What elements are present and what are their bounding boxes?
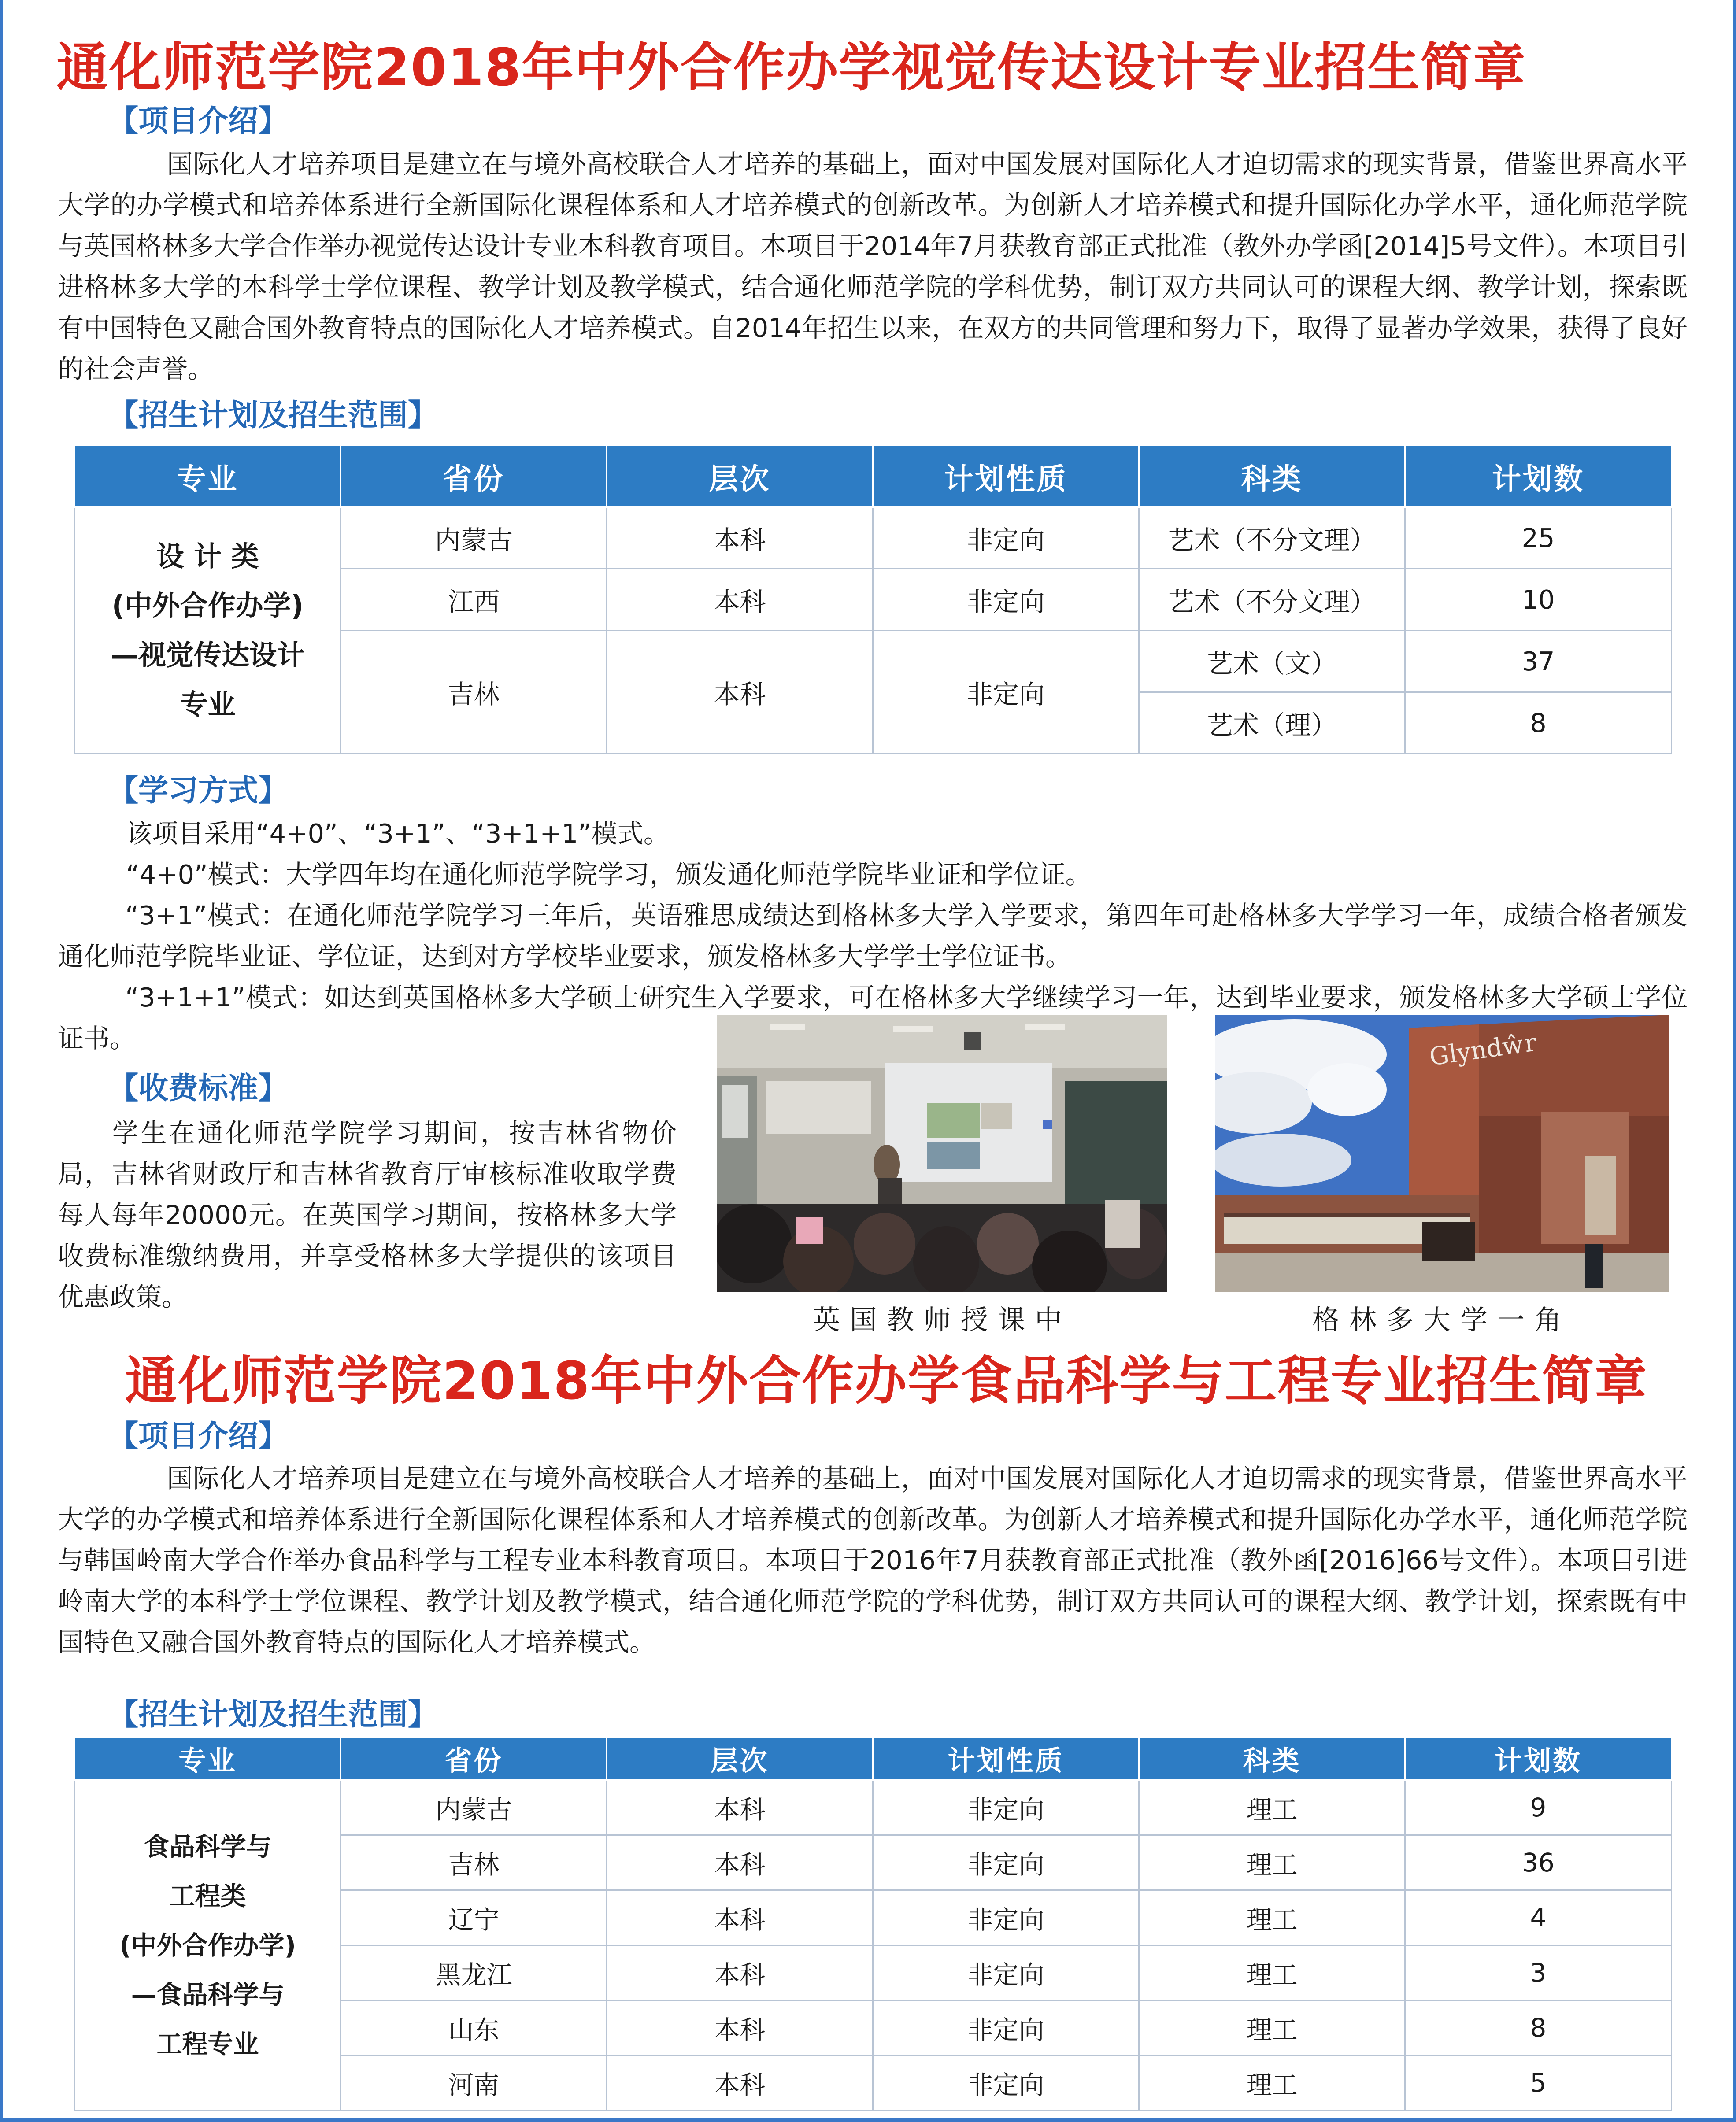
category-cell: 理工 — [1139, 2000, 1405, 2055]
count-cell: 5 — [1405, 2055, 1672, 2111]
header-level: 层次 — [607, 446, 873, 507]
category-cell: 理工 — [1139, 2055, 1405, 2111]
count-cell: 10 — [1405, 569, 1672, 631]
count-cell: 4 — [1405, 1890, 1672, 1945]
header-major: 专业 — [75, 446, 341, 507]
header-category: 科类 — [1139, 446, 1405, 507]
count-cell: 3 — [1405, 1945, 1672, 2000]
count-cell: 8 — [1405, 2000, 1672, 2055]
header-level: 层次 — [607, 1737, 873, 1780]
nature-cell: 非定向 — [873, 2000, 1139, 2055]
major-line: 工程专业 — [156, 2029, 259, 2059]
level-cell: 本科 — [607, 631, 873, 754]
nature-cell: 非定向 — [873, 569, 1139, 631]
study-line: 该项目采用“4+0”、“3+1”、“3+1+1”模式。 — [126, 818, 670, 849]
classroom-photo-caption: 英国教师授课中 — [812, 1304, 1072, 1336]
doc1-fee-heading: 【收费标准】 — [108, 1071, 289, 1106]
count-cell: 8 — [1405, 692, 1672, 754]
province-cell: 内蒙古 — [341, 507, 607, 569]
header-count: 计划数 — [1405, 1737, 1672, 1780]
category-cell: 艺术（文） — [1139, 631, 1405, 692]
nature-cell: 非定向 — [873, 1835, 1139, 1890]
count-cell: 25 — [1405, 507, 1672, 569]
doc2-intro-heading: 【项目介绍】 — [108, 1419, 289, 1454]
major-line: (中外合作办学) — [111, 589, 304, 622]
study-paragraph: “3+1”模式：在通化师范学院学习三年后，英语雅思成绩达到格林多大学入学要求，第四年可赴格林多大学学习一年，成绩合格者颁发通化师范学院毕业证、学位证，达到对方学校毕业要求，颁发格林多大学学士学位证书。 — [58, 900, 1688, 972]
level-cell: 本科 — [607, 1835, 873, 1890]
campus-sign: Glyndŵr — [1427, 1028, 1538, 1072]
category-cell: 理工 — [1139, 1835, 1405, 1890]
province-cell: 江西 — [341, 569, 607, 631]
header-nature: 计划性质 — [873, 446, 1139, 507]
doc1-intro-text: 国际化人才培养项目是建立在与境外高校联合人才培养的基础上，面对中国发展对国际化人才迫切需求的现实背景，借鉴世界高水平大学的办学模式和培养体系进行全新国际化课程体系和人才培养模式的创新改革。为创新人才培养模式和提升国际化办学水平，通化师范学院与英国格林多大学合作举办视觉传达设计专业本科教育项目。本项目于2014年7月获教育部正式批准（教外办学函[2014]5号文件）。本项目引进格林多大学的本科学士学位课程、教学计划及教学模式，结合通化师范学院的学科优势，制订双方共同认可的课程大纲、教学计划，探索既有中国特色又融合国外教育特点的国际化人才培养模式。自2014年招生以来，在双方的共同管理和努力下，取得了显著办学效果，获得了良好的社会声誉。 — [58, 149, 1688, 384]
doc1-study-heading: 【学习方式】 — [108, 773, 289, 808]
header-count: 计划数 — [1405, 446, 1672, 507]
count-cell: 37 — [1405, 631, 1672, 692]
province-cell: 河南 — [341, 2055, 607, 2111]
header-category: 科类 — [1139, 1737, 1405, 1780]
major-line: 食品科学与 — [144, 1831, 272, 1862]
category-cell: 艺术（不分文理） — [1139, 507, 1405, 569]
doc2-plan-heading: 【招生计划及招生范围】 — [108, 1697, 438, 1732]
count-cell: 9 — [1405, 1780, 1672, 1835]
level-cell: 本科 — [607, 507, 873, 569]
major-cell — [75, 507, 341, 754]
major-line: 专业 — [180, 688, 236, 721]
nature-cell: 非定向 — [873, 507, 1139, 569]
header-province: 省份 — [341, 1737, 607, 1780]
nature-cell: 非定向 — [873, 1890, 1139, 1945]
study-line: “4+0”模式：大学四年均在通化师范学院学习，颁发通化师范学院毕业证和学位证。 — [126, 859, 1092, 890]
level-cell: 本科 — [607, 569, 873, 631]
province-cell: 内蒙古 — [341, 1780, 607, 1835]
level-cell: 本科 — [607, 2000, 873, 2055]
major-line: —食品科学与 — [131, 1979, 285, 2010]
fee-text: 学生在通化师范学院学习期间，按吉林省物价局，吉林省财政厅和吉林省教育厅审核标准收取学费每人每年20000元。在英国学习期间，按格林多大学收费标准缴纳费用，并享受格林多大学提供的该项目优惠政策。 — [58, 1118, 677, 1312]
doc2-intro-text: 国际化人才培养项目是建立在与境外高校联合人才培养的基础上，面对中国发展对国际化人才迫切需求的现实背景，借鉴世界高水平大学的办学模式和培养体系进行全新国际化课程体系和人才培养模式的创新改革。为创新人才培养模式和提升国际化办学水平，通化师范学院与韩国岭南大学合作举办食品科学与工程专业本科教育项目。本项目于2016年7月获教育部正式批准（教外函[2016]66号文件）。本项目引进岭南大学的本科学士学位课程、教学计划及教学模式，结合通化师范学院的学科优势，制订双方共同认可的课程大纲、教学计划，探索既有中国特色又融合国外教育特点的国际化人才培养模式。 — [58, 1463, 1688, 1657]
doc2-plan-table — [74, 1736, 1672, 2111]
province-cell: 辽宁 — [341, 1890, 607, 1945]
category-cell: 理工 — [1139, 1945, 1405, 2000]
level-cell: 本科 — [607, 1780, 873, 1835]
nature-cell: 非定向 — [873, 631, 1139, 754]
province-cell: 山东 — [341, 2000, 607, 2055]
major-line: 工程类 — [169, 1881, 246, 1911]
campus-photo — [1215, 1015, 1669, 1292]
campus-photo-caption: 格林多大学一角 — [1312, 1304, 1571, 1336]
table-header-row — [75, 1737, 1672, 1780]
study-paragraph: “3+1+1”模式：如达到英国格林多大学硕士研究生入学要求，可在格林多大学继续学习一年，达到毕业要求，颁发格林多大学硕士学位证书。 — [58, 982, 1688, 1054]
header-major: 专业 — [75, 1737, 341, 1780]
table-row — [75, 1780, 1672, 1835]
major-cell — [75, 1780, 341, 2111]
major-line: —视觉传达设计 — [111, 639, 305, 671]
nature-cell: 非定向 — [873, 2055, 1139, 2111]
major-line: 设 计 类 — [156, 540, 259, 573]
header-nature: 计划性质 — [873, 1737, 1139, 1780]
level-cell: 本科 — [607, 2055, 873, 2111]
table-row — [75, 507, 1672, 569]
level-cell: 本科 — [607, 1890, 873, 1945]
count-cell: 36 — [1405, 1835, 1672, 1890]
classroom-photo — [717, 1015, 1167, 1292]
doc1-plan-table — [74, 445, 1672, 754]
category-cell: 理工 — [1139, 1890, 1405, 1945]
table-header-row — [75, 446, 1672, 507]
header-province: 省份 — [341, 446, 607, 507]
province-cell: 吉林 — [341, 631, 607, 754]
doc1-intro-heading: 【项目介绍】 — [108, 104, 289, 139]
major-line: (中外合作办学) — [119, 1930, 296, 1960]
province-cell: 吉林 — [341, 1835, 607, 1890]
doc1-title: 通化师范学院2018年中外合作办学视觉传达设计专业招生简章 — [56, 37, 1526, 98]
category-cell: 理工 — [1139, 1780, 1405, 1835]
doc1-plan-heading: 【招生计划及招生范围】 — [108, 398, 438, 433]
nature-cell: 非定向 — [873, 1780, 1139, 1835]
category-cell: 艺术（理） — [1139, 692, 1405, 754]
doc2-title: 通化师范学院2018年中外合作办学食品科学与工程专业招生简章 — [125, 1350, 1648, 1411]
level-cell: 本科 — [607, 1945, 873, 2000]
category-cell: 艺术（不分文理） — [1139, 569, 1405, 631]
province-cell: 黑龙江 — [341, 1945, 607, 2000]
nature-cell: 非定向 — [873, 1945, 1139, 2000]
